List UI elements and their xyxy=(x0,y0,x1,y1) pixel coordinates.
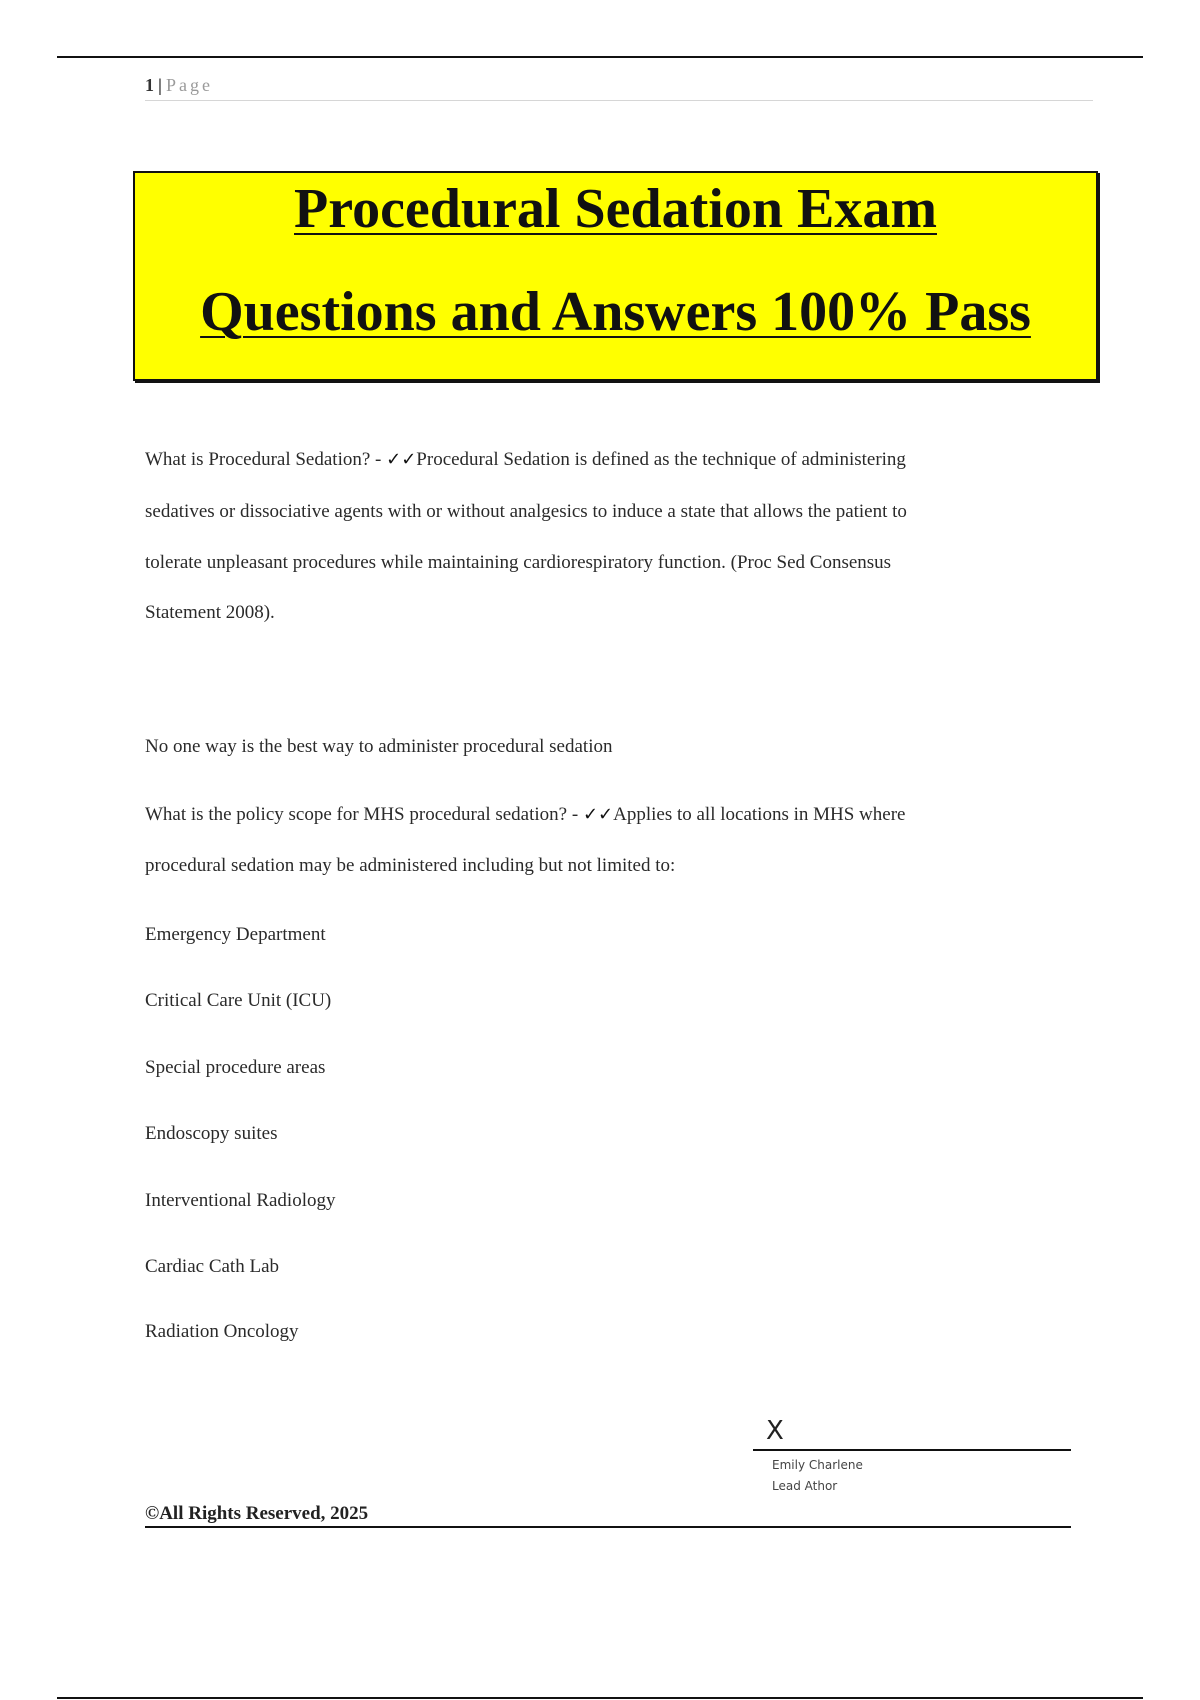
list-item: Special procedure areas xyxy=(145,1057,326,1078)
check-mark-icon: ✓✓ xyxy=(386,449,417,470)
title-line-2-text: Questions and Answers 100% Pass xyxy=(200,281,1031,343)
list-item: Cardiac Cath Lab xyxy=(145,1256,280,1277)
list-item: Endoscopy suites xyxy=(145,1123,278,1144)
copyright-footer: ©All Rights Reserved, 2025 xyxy=(145,1502,1071,1528)
qa1-answer-line-1: Procedural Sedation is defined as the technique of administering xyxy=(416,449,906,470)
title-line-1 xyxy=(135,177,1096,241)
title-line-2 xyxy=(135,280,1096,344)
qa1-line-1 xyxy=(145,449,906,471)
qa1-answer-line-2: sedatives or dissociative agents with or without analgesics to induce a state that allows the patient to xyxy=(145,501,907,522)
signature-role: Lead Athor xyxy=(772,1479,838,1493)
qa1-question: What is Procedural Sedation? - xyxy=(145,449,387,470)
page-number: 1 xyxy=(145,75,154,95)
note-text: No one way is the best way to administer procedural sedation xyxy=(145,736,613,757)
qa2-line-1 xyxy=(145,804,905,826)
page-word: Page xyxy=(165,75,213,95)
qa1-answer-line-4: Statement 2008). xyxy=(145,602,275,623)
signature-name: Emily Charlene xyxy=(772,1458,863,1472)
title-banner xyxy=(133,171,1098,381)
title-line-1-text: Procedural Sedation Exam xyxy=(294,178,937,240)
signature-line xyxy=(753,1449,1071,1451)
list-item: Emergency Department xyxy=(145,924,326,945)
list-item: Interventional Radiology xyxy=(145,1190,336,1211)
page-separator: | xyxy=(158,75,162,95)
check-mark-icon: ✓✓ xyxy=(582,804,614,825)
bottom-page-rule xyxy=(57,1697,1143,1699)
list-item: Critical Care Unit (ICU) xyxy=(145,990,332,1011)
qa2-answer-line-2: procedural sedation may be administered including but not limited to: xyxy=(145,855,676,876)
qa1-answer-line-3: tolerate unpleasant procedures while maintaining cardiorespiratory function. (Proc Sed Consensus xyxy=(145,552,892,573)
top-page-rule xyxy=(57,56,1143,58)
list-item: Radiation Oncology xyxy=(145,1321,299,1342)
qa2-question: What is the policy scope for MHS procedural sedation? - xyxy=(145,804,583,825)
page-header xyxy=(145,72,1093,101)
signature-mark: X xyxy=(766,1416,784,1446)
qa2-answer-line-1: Applies to all locations in MHS where xyxy=(613,804,906,825)
